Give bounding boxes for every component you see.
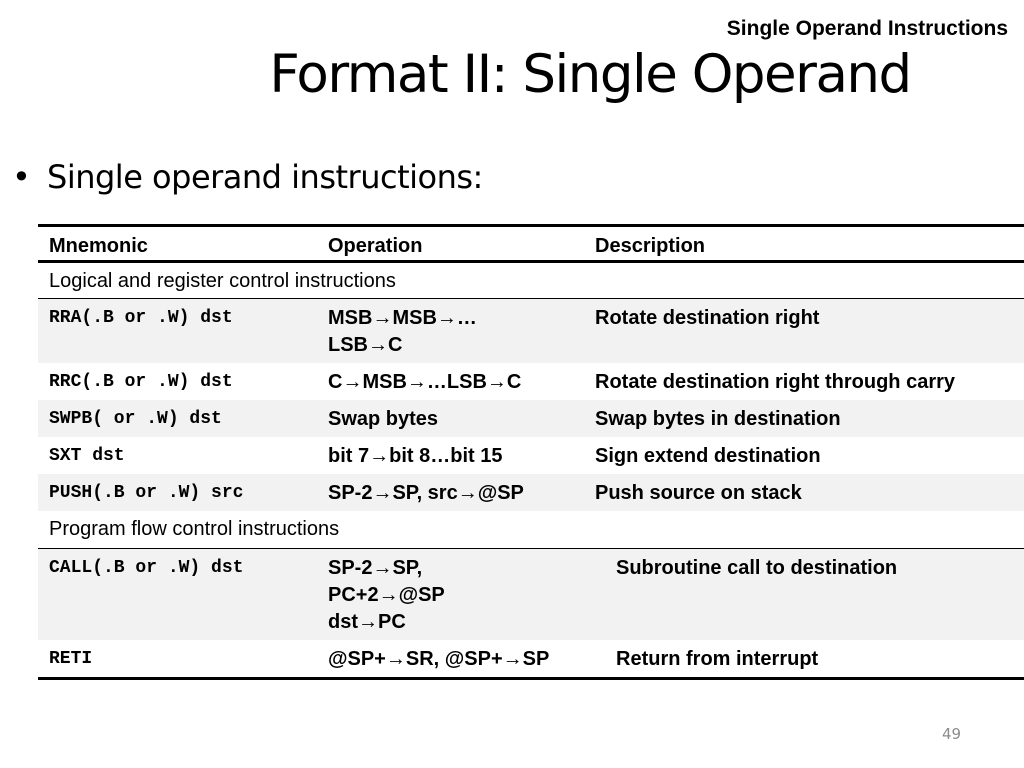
description-cell: Rotate destination right through carry <box>595 371 956 393</box>
table-header-row <box>38 226 1024 262</box>
operation-cell <box>317 474 584 511</box>
mnemonic-cell: PUSH(.B or .W) src <box>38 474 317 511</box>
table-row <box>38 299 1024 364</box>
section-label: Single Operand Instructions <box>726 17 1008 40</box>
bullet-text: Single operand instructions: <box>47 158 483 196</box>
description-cell: Push source on stack <box>584 474 1024 511</box>
operation-line: @SP+→SR, @SP+→SP <box>328 647 550 670</box>
column-header-description: Description <box>584 226 1024 262</box>
operation-line: SP-2→SP, <box>328 556 423 579</box>
group-row-program-flow <box>38 511 1024 548</box>
page-number: 49 <box>942 725 962 743</box>
column-header-operation: Operation <box>317 226 584 262</box>
mnemonic-cell: RRC(.B or .W) dst <box>49 372 233 392</box>
operation-line: LSB→C <box>328 334 403 356</box>
table-row <box>38 474 1024 511</box>
group-label: Logical and register control instructions <box>38 262 1024 299</box>
table-row <box>38 400 1024 437</box>
mnemonic-cell: SWPB( or .W) dst <box>38 400 317 437</box>
column-header-mnemonic: Mnemonic <box>38 226 317 262</box>
description-cell: Rotate destination right <box>584 299 1024 364</box>
operation-cell <box>317 437 584 474</box>
description-cell: Swap bytes in destination <box>584 400 1024 437</box>
group-row-logical <box>38 262 1024 299</box>
mnemonic-cell: RRA(.B or .W) dst <box>38 299 317 364</box>
operation-line: dst→PC <box>328 610 406 633</box>
description-cell: Return from interrupt <box>616 647 819 670</box>
operation-cell <box>317 400 584 437</box>
instruction-table <box>38 224 1024 680</box>
mnemonic-cell: SXT dst <box>49 446 125 466</box>
table-row <box>38 363 1024 400</box>
table-row <box>38 548 1024 640</box>
operation-cell <box>317 363 584 400</box>
operation-line: C→MSB→…LSB→C <box>328 371 522 393</box>
operation-cell <box>317 548 584 640</box>
table-row <box>38 437 1024 474</box>
operation-line: SP-2→SP, src→@SP <box>328 482 524 504</box>
mnemonic-cell: CALL(.B or .W) dst <box>38 548 317 640</box>
table-row <box>38 640 1024 679</box>
bullet-symbol: • <box>12 158 31 196</box>
slide-title: Format II: Single Operand <box>269 44 911 105</box>
operation-line: bit 7→bit 8…bit 15 <box>328 445 503 467</box>
mnemonic-cell: RETI <box>49 648 93 669</box>
bullet-item <box>12 152 483 202</box>
group-label: Program flow control instructions <box>38 511 1024 548</box>
operation-line: PC+2→@SP <box>328 583 445 606</box>
operation-line: MSB→MSB→… <box>328 307 477 329</box>
operation-cell <box>317 299 584 364</box>
operation-cell <box>317 640 584 679</box>
description-cell: Subroutine call to destination <box>584 548 1024 640</box>
operation-line: Swap bytes <box>328 408 439 430</box>
description-cell: Sign extend destination <box>595 445 821 467</box>
